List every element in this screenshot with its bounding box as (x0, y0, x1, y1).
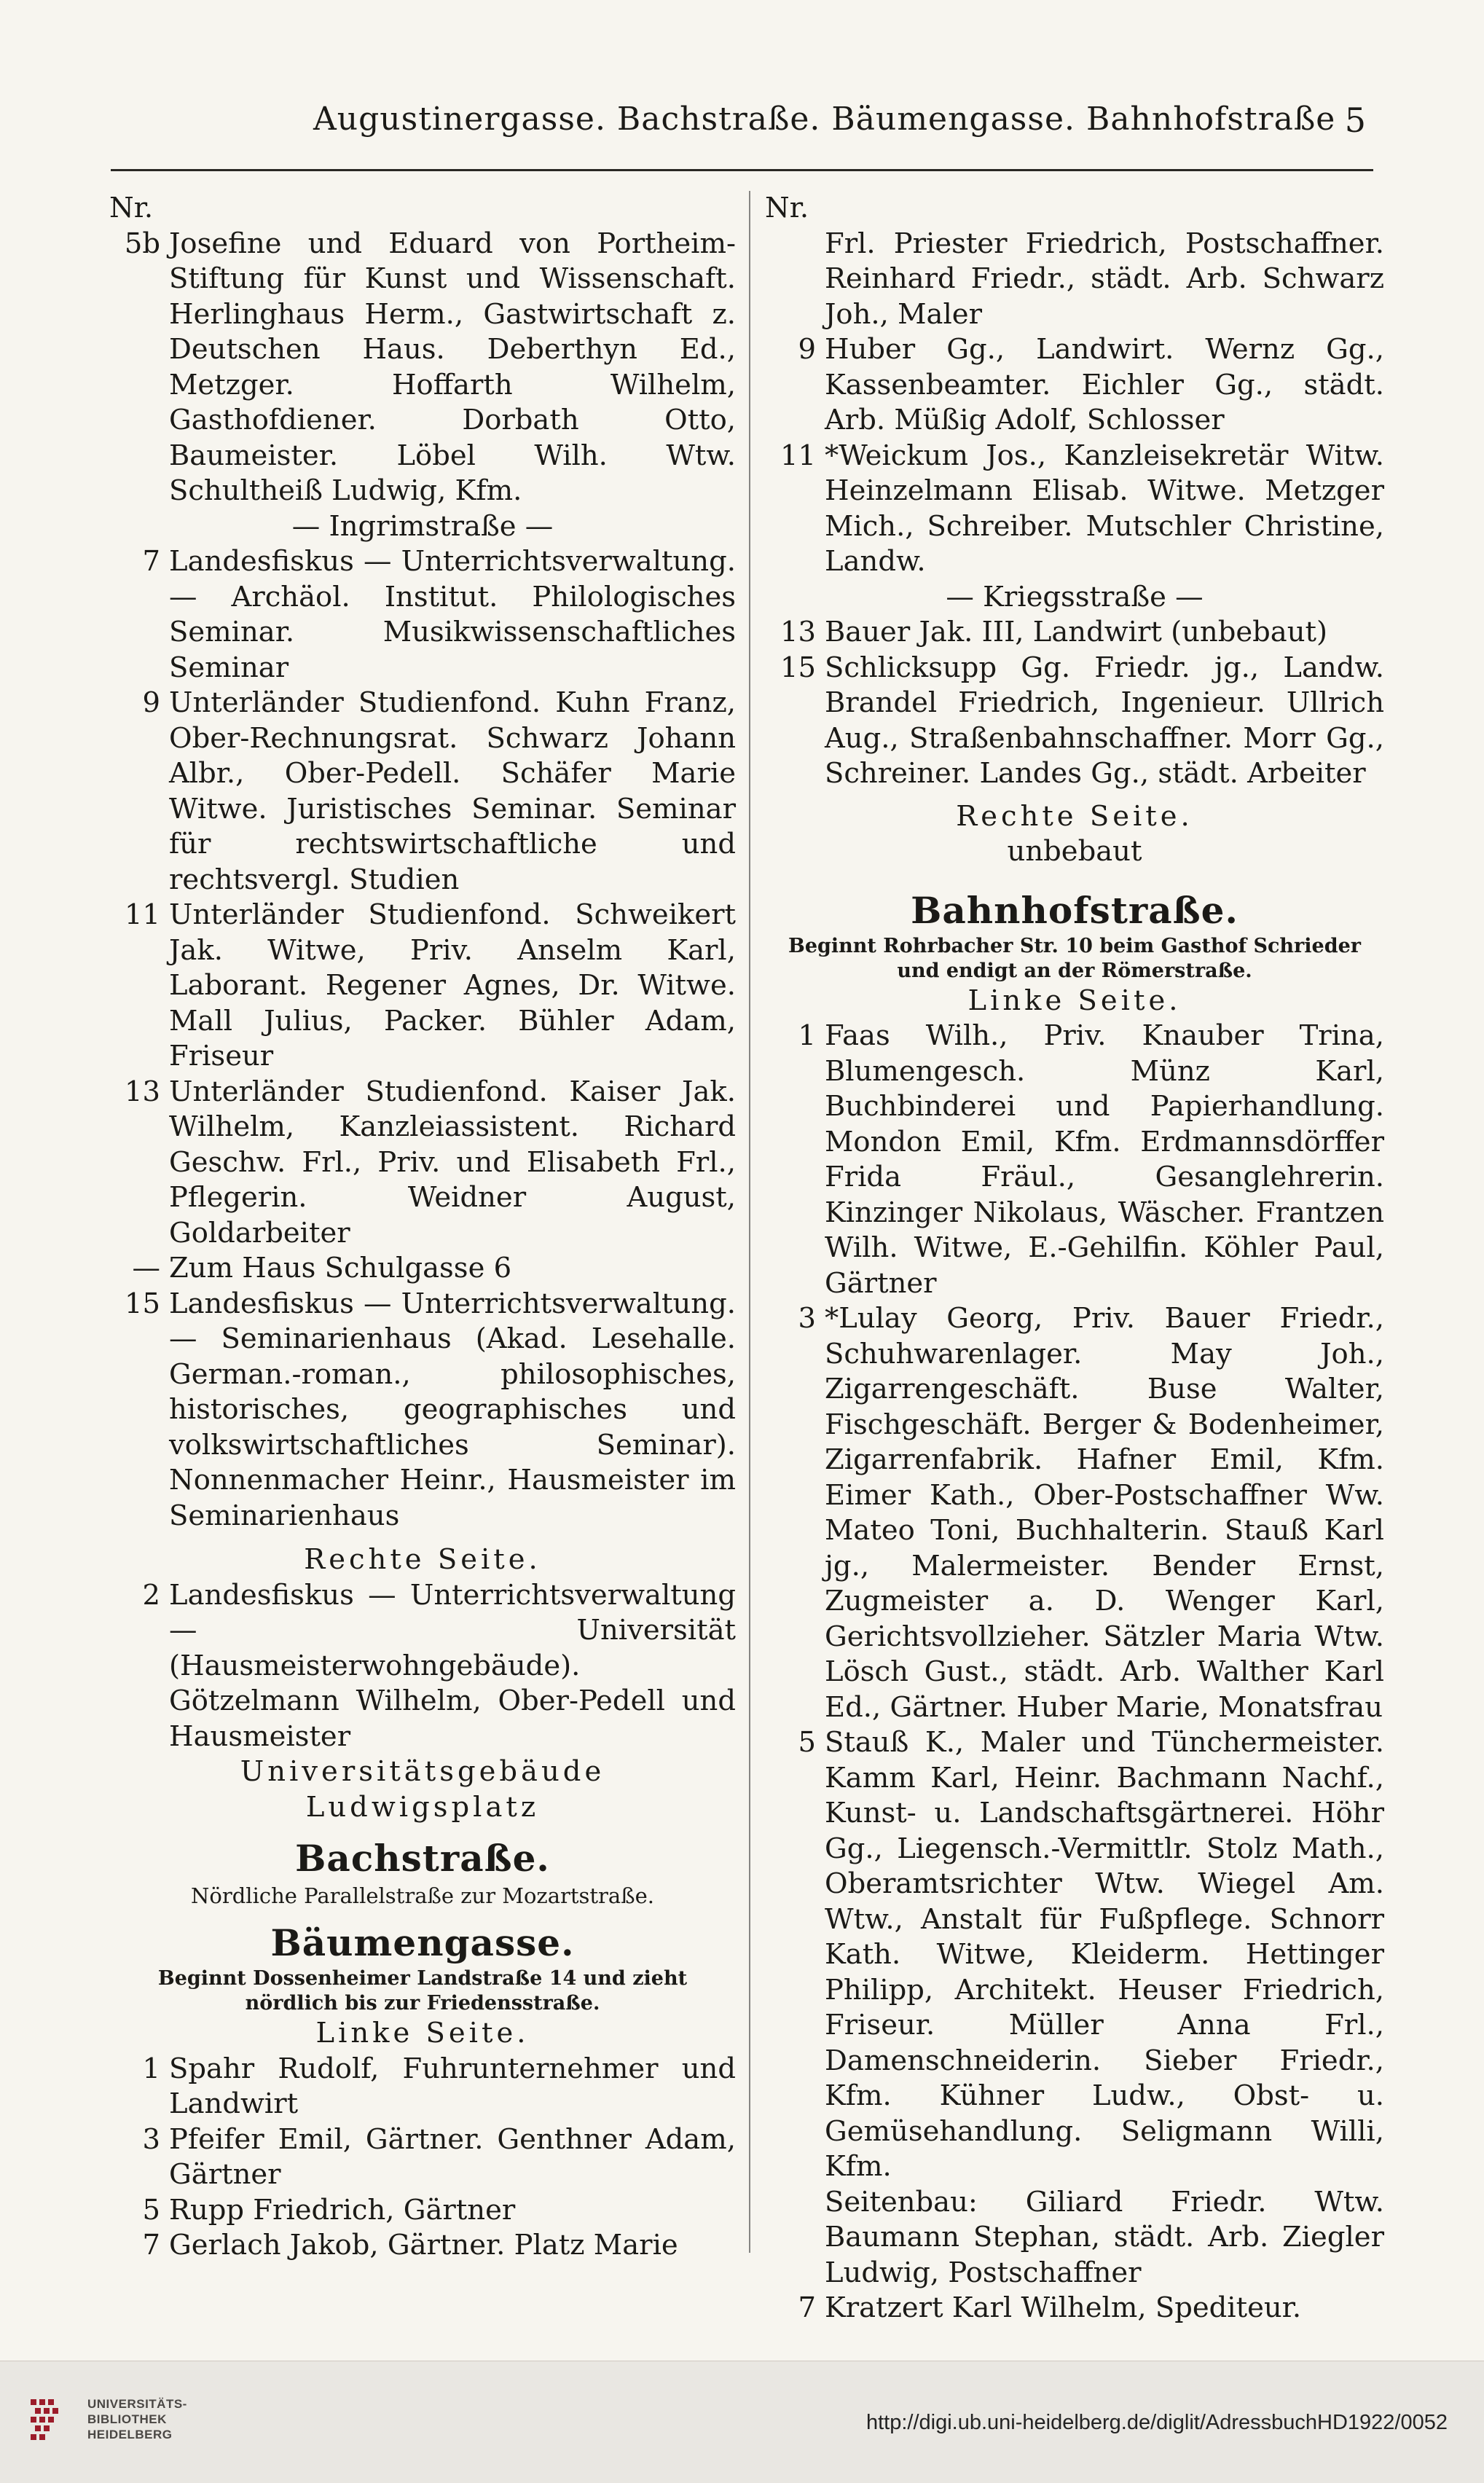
address-entry (765, 1725, 1384, 2185)
resident-list: Spahr Rudolf, Fuhrunternehmer und Landwirt (169, 2052, 736, 2120)
house-number: 15 (125, 1287, 160, 1320)
street-title-bahnhofstrasse: Bahnhofstraße. (911, 888, 1238, 932)
street-title-baeumengasse: Bäumengasse. (270, 1921, 575, 1964)
house-number: 5 (798, 1726, 816, 1759)
address-entry (765, 615, 1384, 651)
left-column (109, 191, 736, 2264)
right-column (765, 191, 1384, 2326)
house-number: 1 (798, 1019, 816, 1052)
resident-list: Seitenbau: Giliard Friedr. Wtw. Baumann Stephan, städt. Arb. Ziegler Ludwig, Postschaffner (825, 2185, 1384, 2289)
street-title-bachstrasse: Bachstraße. (295, 1837, 550, 1880)
address-entry (109, 2193, 736, 2229)
address-entry (109, 227, 736, 509)
resident-list: Landesfiskus — Unterrichtsverwaltung — Universität (Hausmeisterwohngebäude). Götzelmann Wilhelm, Ober-Pedell und Hausmeister (169, 1578, 736, 1753)
resident-list: Bauer Jak. III, Landwirt (unbebaut) (825, 616, 1328, 648)
house-number: 3 (798, 1302, 816, 1335)
house-number: 2 (142, 1578, 160, 1612)
uni-line2: Ludwigsplatz (305, 1790, 540, 1824)
university-library-logo-icon (29, 2398, 76, 2444)
nr-label: Nr. (109, 192, 154, 224)
section-linke-seite: Linke Seite. (315, 2017, 530, 2049)
house-number: 5b (124, 227, 160, 260)
resident-list: Rupp Friedrich, Gärtner (169, 2193, 516, 2227)
resident-list: Josefine und Eduard von Portheim-Stiftung für Kunst und Wissenschaft. Herlinghaus Herm., Gastwirtschaft z. Deutschen Haus. Deberthyn Ed., Metzger. Hoffarth Wilhelm, Gasthofdiener. Dorbath Otto, Baumeister. Löbel Wilh. Wtw. Schultheiß Ludwig, Kfm. (169, 227, 736, 507)
resident-list: Unterländer Studienfond. Schweikert Jak. Witwe, Priv. Anselm Karl, Laborant. Regener Agnes, Dr. Witwe. Mall Julius, Packer. Bühler Adam, Friseur (169, 898, 736, 1072)
address-entry (109, 544, 736, 686)
house-number: 7 (142, 2229, 160, 2262)
address-entry (765, 2185, 1384, 2291)
house-number: 3 (142, 2122, 160, 2156)
address-entry (109, 2122, 736, 2193)
address-entry (109, 2228, 736, 2264)
page-number: 5 (1344, 101, 1366, 140)
address-entry (765, 1301, 1384, 1725)
resident-list: Unterländer Studienfond. Kuhn Franz, Ober-Rechnungsrat. Schwarz Johann Albr., Ober-Pedell. Schäfer Marie Witwe. Juristisches Seminar. Seminar für rechtswirtschaftliche und rechtsvergl. Studien (169, 686, 736, 896)
house-number: 13 (780, 616, 816, 648)
resident-list: Unterländer Studienfond. Kaiser Jak. Wilhelm, Kanzleiassistent. Richard Geschw. Frl., Priv. und Elisabeth Frl., Pflegerin. Weidner August, Goldarbeiter (169, 1075, 736, 1250)
cross-street-marker: — Ingrimstraße — (291, 509, 554, 543)
street-note-bahnhofstrasse: Beginnt Rohrbacher Str. 10 beim Gasthof Schrieder und endigt an der Römerstraße. (788, 934, 1361, 982)
address-entry (109, 1075, 736, 1252)
resident-list: Faas Wilh., Priv. Knauber Trina, Blumengesch. Münz Karl, Buchbinderei und Papierhandlung. Mondon Emil, Kfm. Erdmannsdörffer Frida Fräul., Gesanglehrerin. Kinzinger Nikolaus, Wäscher. Frantzen Wilh. Witwe, E.-Gehilfin. Köhler Paul, Gärtner (825, 1019, 1384, 1300)
house-number: 1 (142, 2052, 160, 2085)
resident-list: *Lulay Georg, Priv. Bauer Friedr., Schuhwarenlager. May Joh., Zigarrengeschäft. Buse Walter, Fischgeschäft. Berger & Bodenheimer, Zigarrenfabrik. Hafner Emil, Kfm. Eimer Kath., Ober-Postschaffner Ww. Mateo Toni, Buchhalterin. Stauß Karl jg., Malermeister. Bender Ernst, Zugmeister a. D. Wenger Karl, Gerichtsvollzieher. Sätzler Maria Wtw. Lösch Gust., städt. Arb. Walther Karl Ed., Gärtner. Huber Marie, Monatsfrau (825, 1302, 1384, 1724)
section-rechte-seite: Rechte Seite. (304, 1543, 541, 1576)
house-number: 5 (142, 2193, 160, 2227)
house-number: 7 (798, 2291, 816, 2324)
house-number: 13 (125, 1075, 160, 1108)
page-header (109, 101, 1375, 152)
resident-list: Pfeifer Emil, Gärtner. Genthner Adam, Gärtner (169, 2122, 736, 2191)
street-note-baeumengasse: Beginnt Dossenheimer Landstraße 14 und zieht nördlich bis zur Friedensstraße. (157, 1967, 688, 2015)
resident-list: Huber Gg., Landwirt. Wernz Gg., Kassenbeamter. Eichler Gg., städt. Arb. Müßig Adolf, Schlosser (825, 333, 1384, 436)
house-number: 9 (798, 333, 816, 366)
address-entry (765, 439, 1384, 580)
address-entry (109, 1287, 736, 1534)
house-number: 15 (780, 651, 816, 684)
unbebaut-label: unbebaut (1007, 835, 1142, 868)
address-entry (109, 686, 736, 898)
resident-list: Frl. Priester Friedrich, Postschaffner. Reinhard Friedr., städt. Arb. Schwarz Joh., Maler (825, 227, 1384, 331)
resident-list: Zum Haus Schulgasse 6 (169, 1252, 512, 1284)
house-number: 7 (142, 545, 160, 578)
house-number: 11 (125, 898, 160, 931)
address-entry (109, 2052, 736, 2122)
cross-street-marker: — Kriegsstraße — (946, 580, 1204, 613)
resident-list: Schlicksupp Gg. Friedr. jg., Landw. Brandel Friedrich, Ingenieur. Ullrich Aug., Straßenbahnschaffner. Morr Gg., Schreiner. Landes Gg., städt. Arbeiter (825, 651, 1384, 790)
section-linke-seite: Linke Seite. (967, 984, 1182, 1017)
address-entry (109, 1251, 736, 1287)
resident-list: Landesfiskus — Unterrichtsverwaltung. — Seminarienhaus (Akad. Lesehalle. German.-roman., philosophisches, historisches, geographisches und volkswirtschaftliches Seminar). Nonnenmacher Heinr., Hausmeister im Seminarienhaus (169, 1287, 736, 1532)
address-entry (765, 651, 1384, 792)
street-note-bachstrasse: Nördliche Parallelstraße zur Mozartstraße. (191, 1883, 654, 1908)
address-entry (765, 1019, 1384, 1301)
library-name: UNIVERSITÄTS- BIBLIOTHEK HEIDELBERG (87, 2397, 187, 2441)
uni-line1: Universitätsgebäude (240, 1755, 605, 1788)
address-entry (109, 898, 736, 1075)
resident-list: Kratzert Karl Wilhelm, Spediteur. (825, 2291, 1302, 2324)
address-entry (109, 1578, 736, 1755)
house-number: 11 (780, 439, 816, 472)
section-rechte-seite: Rechte Seite. (956, 799, 1193, 833)
resident-list: Gerlach Jakob, Gärtner. Platz Marie (169, 2229, 678, 2262)
header-rule (111, 169, 1373, 171)
source-url-link[interactable]: http://digi.ub.uni-heidelberg.de/diglit/AdressbuchHD1922/0052 (865, 2411, 1448, 2434)
nr-label: Nr. (765, 192, 809, 224)
address-entry (765, 332, 1384, 439)
footer-bar (0, 2361, 1484, 2483)
column-divider (749, 191, 750, 2253)
house-number: 9 (142, 686, 160, 719)
resident-list: Landesfiskus — Unterrichtsverwaltung. — Archäol. Institut. Philologisches Seminar. Musikwissenschaftliches Seminar (169, 545, 736, 684)
address-entry (765, 2291, 1384, 2326)
address-entry (765, 227, 1384, 333)
running-head: Augustinergasse. Bachstraße. Bäumengasse. Bahnhofstraße (313, 101, 1336, 138)
resident-list: *Weickum Jos., Kanzleisekretär Witw. Heinzelmann Elisab. Witwe. Metzger Mich., Schreiber. Mutschler Christine, Landw. (825, 439, 1384, 578)
resident-list: Stauß K., Maler und Tünchermeister. Kamm Karl, Heinr. Bachmann Nachf., Kunst- u. Landschaftsgärtnerei. Höhr Gg., Liegensch.-Vermittlr. Stolz Math., Oberamtsrichter Wtw. Wiegel Am. Wtw., Anstalt für Fußpflege. Schnorr Kath. Witwe, Kleiderm. Hettinger Philipp, Architekt. Heuser Friedrich, Friseur. Müller Anna Frl., Damenschneiderin. Sieber Friedr., Kfm. Kühner Ludw., Obst- u. Gemüsehandlung. Seligmann Willi, Kfm. (825, 1726, 1384, 2183)
house-number: — (132, 1252, 160, 1284)
